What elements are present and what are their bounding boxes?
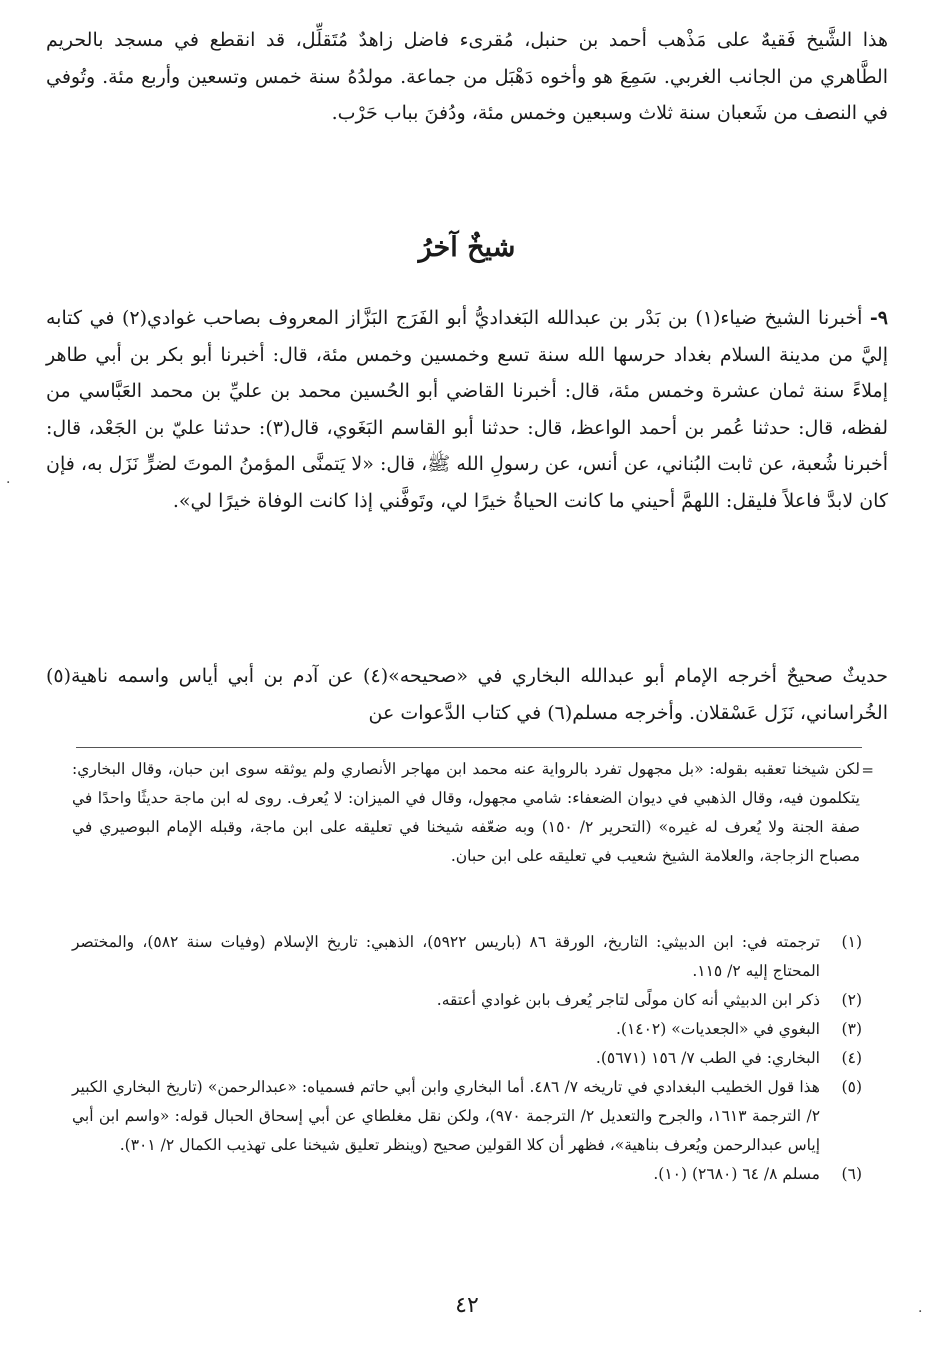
footnote-item <box>72 928 862 986</box>
footnote-item <box>72 1160 862 1189</box>
margin-tick: · <box>6 475 11 491</box>
footnote-item <box>72 1015 862 1044</box>
footnote-item <box>72 986 862 1015</box>
intro-paragraph: هذا الشَّيخ فَقيهٌ على مَذْهب أحمد بن حنبل، مُقرىء فاضل زاهدٌ مُتَقلِّل، قد انقطع في مسجد بالحريم الطَّاهري من الجانب الغربي. سَمِعَ هو وأخوه دَهْبَل من جماعة. مولدُهُ سنة خمس وتسعين وأربع مئة. وتُوفي في النصف من شَعبان سنة ثلاث وسبعين وخمس مئة، ودُفنَ بباب حَرْب. <box>46 29 888 124</box>
takhrij-paragraph: حديثٌ صحيحٌ أخرجه الإمام أبو عبدالله البخاري في «صحيحه»(٤) عن آدم بن أبي أياس واسمه ناهية(٥) الخُراساني، نَزَل عَسْقلان. وأخرجه مسلم(٦) في كتاب الدَّعوات عن <box>46 665 889 724</box>
footnote-text: البخاري: في الطب ٧/ ١٥٦ (٥٦٧١). <box>595 1049 820 1067</box>
footnote-text: ترجمته في: ابن الدبيثي: التاريخ، الورقة ٨٦ (باريس ٥٩٢٢)، الذهبي: تاريخ الإسلام (وفيات سنة ٥٨٢)، والمختصر المحتاج إليه ٢/ ١١٥. <box>72 933 820 980</box>
footnote-number: (٤) <box>841 1049 862 1067</box>
footnotes-list <box>72 928 862 1189</box>
footnote-number: (١) <box>841 933 862 951</box>
footnote-text: البغوي في «الجعديات» (١٤٠٢). <box>615 1020 820 1038</box>
section-heading: شيخٌ آخرُ <box>418 232 516 263</box>
hadith-number: ٩- <box>869 307 888 329</box>
continuation-mark: = <box>861 761 874 779</box>
footnote-text: هذا قول الخطيب البغدادي في تاريخه ٧/ ٤٨٦. أما البخاري وابن أبي حاتم فسمياه: «عبدالرحمن» (تاريخ البخاري الكبير ٢/ الترجمة ١٦١٣، والجرح والتعديل ٢/ الترجمة ٩٧٠)، ولكن نقل مغلطاي عن أبي إسحاق الحبال قوله: «واسم ابن أبي إياس عبدالرحمن ويُعرف بناهية»، فظهر أن كلا القولين صحيح (وينظر تعليق شيخنا على تهذيب الكمال ٢/ ٣٠١). <box>72 1078 821 1154</box>
hadith-paragraph <box>46 300 888 519</box>
footnote-item <box>72 1073 862 1160</box>
footnote-number: (٦) <box>841 1165 862 1183</box>
footnote-number: (٢) <box>841 991 862 1009</box>
footnote-number: (٣) <box>841 1020 862 1038</box>
page-number: ٤٢ <box>455 1293 479 1318</box>
footnote-text: مسلم ٨/ ٦٤ (٢٦٨٠) (١٠). <box>653 1165 820 1183</box>
hadith-text: أخبرنا الشيخ ضياء(١) بن بَدْر بن عبدالله البَغداديُّ أبو الفَرَج البَزَّاز المعروف بصاحب غوادي(٢) في كتابه إليَّ من مدينة السلام بغداد حرسها الله سنة تسع وخمسين وخمس مئة، قال: أخبرنا أبو بكر بن أبي طاهر إملاءً سنة ثمان عشرة وخمس مئة، قال: أخبرنا القاضي أبو الحُسين محمد بن عليِّ بن محمد العَبَّاسي من لفظه، قال: حدثنا عُمر بن أحمد الواعظ، قال: حدثنا أبو القاسم البَغَوي، قال(٣): حدثنا عليّ بن الجَعْد، قال: أخبرنا شُعبة، عن ثابت البُناني، عن أنس، عن رسولِ الله ﷺ، قال: «لا يَتمنَّى المؤمنُ الموتَ لضرٍّ نَزَل به، فإن كان لابدَّ فاعلاً فليقل: اللهمَّ أحيني ما كانت الحياةُ خيرًا لي، وتَوفَّني إذا كانت الوفاة خيرًا لي». <box>46 307 888 512</box>
footnote-text: ذكر ابن الدبيثي أنه كان مولًى لتاجر يُعرف بابن غوادي أعتقه. <box>436 991 820 1009</box>
footnote-continuation: لكن شيخنا تعقبه بقوله: «بل مجهول تفرد بالرواية عنه محمد ابن مهاجر الأنصاري ولم يوثقه سوى ابن حبان، وقال البخاري: يتكلمون فيه، وقال الذهبي في ديوان الضعفاء: شامي مجهول، وقال في الميزان: لا يُعرف. روى له ابن ماجة حديثًا واحدًا في صفة الجنة ولا يُعرف له غيره» (التحرير ٢/ ١٥٠) وبه ضعّفه شيخنا في تعليقه على ابن ماجة، وقبله الإمام البوصيري في مصباح الزجاجة، والعلامة الشيخ شعيب في تعليقه على ابن حبان. <box>72 760 860 865</box>
footnote-number: (٥) <box>841 1078 862 1096</box>
footnote-item <box>72 1044 862 1073</box>
footnote-separator <box>76 747 862 748</box>
margin-tick: · <box>918 1304 923 1320</box>
